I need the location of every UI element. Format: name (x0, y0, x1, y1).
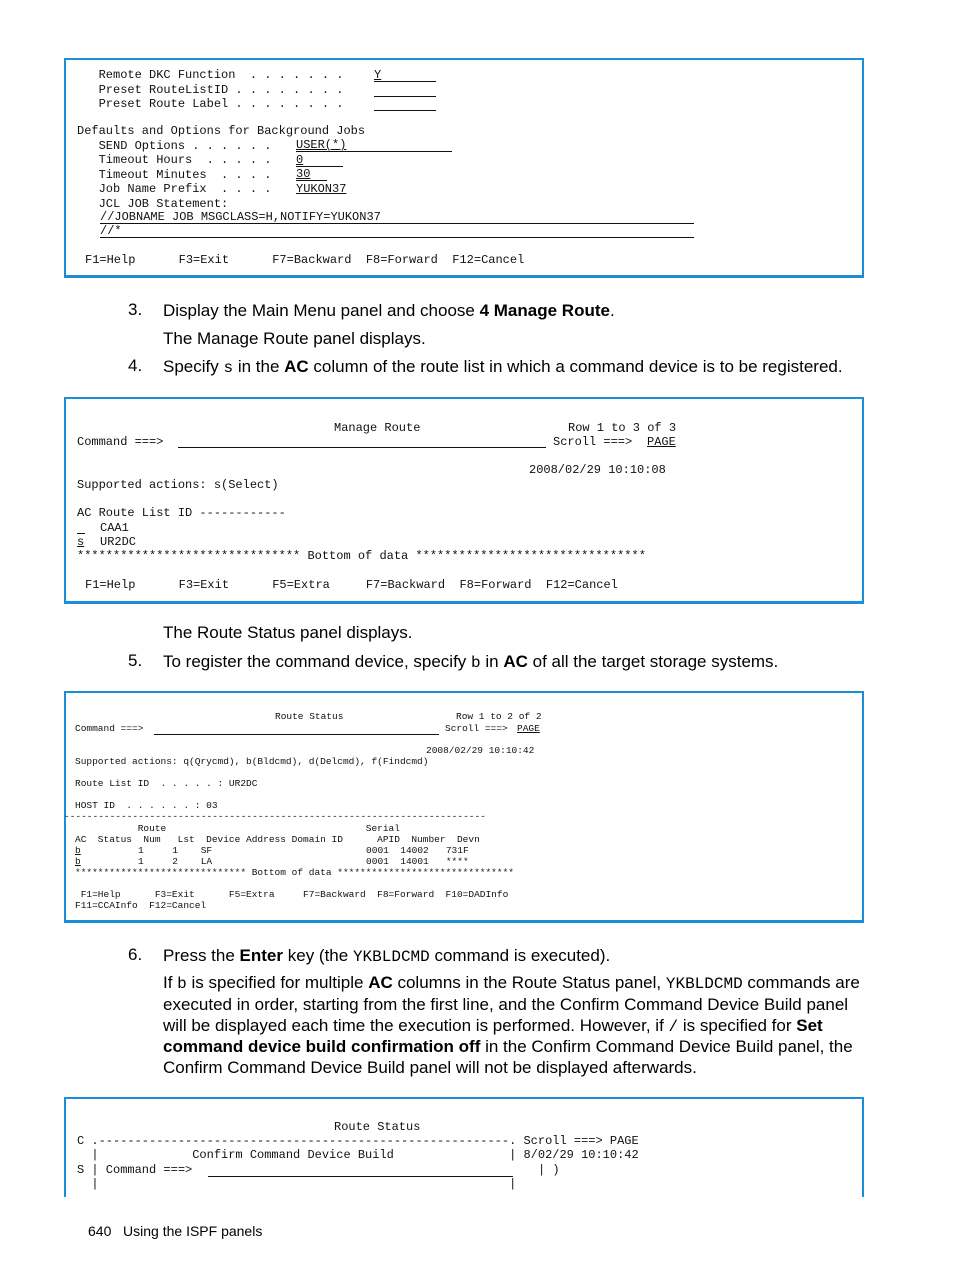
table-header-1: Route Serial (75, 823, 400, 834)
step4-text (163, 356, 843, 379)
scroll-field[interactable]: PAGE (517, 723, 540, 734)
bottom-of-data: ****************************** Bottom of data ******************************* (75, 867, 514, 878)
step5-bold: AC (503, 652, 528, 671)
step5-text-c: of all the target storage systems. (527, 652, 779, 671)
supported-actions: Supported actions: s(Select) (77, 478, 279, 492)
preset-routelistid-label: Preset RouteListID . . . . . . . . (77, 82, 344, 97)
step6-code: YKBLDCMD (352, 948, 430, 966)
panel1-function-keys[interactable]: F1=Help F3=Exit F7=Backward F8=Forward F12=Cancel (85, 253, 525, 267)
send-options-field[interactable]: USER(*) (296, 138, 347, 152)
p-text-b: is specified for multiple (186, 973, 369, 992)
panel3-function-keys-1[interactable]: F1=Help F3=Exit F5=Extra F7=Backward F8=Forward F10=DADInfo (75, 889, 509, 900)
step6-para-line4 (163, 1036, 853, 1057)
route-ur2dc: UR2DC (100, 535, 137, 549)
preset-routelistid-field[interactable] (374, 96, 436, 97)
confirm-build-panel (64, 1097, 864, 1197)
separator-dashes: -------------------------------------------------------------------------- (64, 811, 486, 822)
step5-code: b (471, 654, 481, 672)
command-label: Command ===> (77, 435, 164, 449)
timeout-minutes-label: Timeout Minutes . . . . (77, 167, 272, 182)
table-row: 1 2 LA 0001 14001 **** (81, 856, 469, 867)
remote-dkc-underline (374, 81, 436, 82)
step4-text-b: in the (233, 357, 285, 376)
p-code-1: b (177, 975, 187, 993)
panel3-function-keys-2[interactable]: F11=CCAInfo F12=Cancel (75, 900, 207, 911)
step6-para-line2: executed in order, starting from the first line, and the Confirm Command Device Build panel (163, 995, 849, 1014)
step3-text (163, 300, 615, 321)
command-input[interactable] (154, 734, 439, 735)
p-text-g: in the Confirm Command Device Build panel, the (480, 1037, 853, 1056)
jcl-line-1-field[interactable]: //JOBNAME JOB MSGCLASS=H,NOTIFY=YUKON37 (100, 210, 381, 224)
step6-bold: Enter (239, 946, 284, 965)
p-text-a: If (163, 973, 178, 992)
job-name-prefix-label: Job Name Prefix . . . . (77, 182, 272, 196)
table-header-2: AC Status Num Lst Device Address Domain ID APID Number Devn (75, 834, 480, 845)
command-input[interactable] (178, 447, 546, 448)
send-options-label: SEND Options . . . . . . (77, 138, 272, 153)
job-name-prefix-field[interactable]: YUKON37 (296, 182, 347, 196)
page-number: 640 (88, 1223, 112, 1239)
step3-number: 3. (128, 300, 143, 319)
p-bold-3: command device build confirmation off (163, 1037, 481, 1056)
remote-dkc-field[interactable]: Y (374, 68, 382, 82)
popup-command-label: S | Command ===> (77, 1163, 193, 1177)
ac-input-row-1[interactable]: b (75, 845, 81, 856)
step5-text-b: in (480, 652, 504, 671)
p-bold-2: Set (796, 1016, 823, 1035)
p-text-f: is specified for (678, 1016, 797, 1035)
scroll-label: Scroll ===> (553, 435, 633, 449)
step6-text (163, 945, 610, 968)
route-status-title: Route Status (275, 711, 344, 722)
row-counter: Row 1 to 2 of 2 (456, 711, 542, 722)
step4-number: 4. (128, 356, 143, 375)
supported-actions: Supported actions: q(Qrycmd), b(Bldcmd), d(Delcmd), f(Findcmd) (75, 756, 429, 767)
page-footer (88, 1223, 262, 1239)
command-label: Command ===> (75, 723, 144, 734)
jcl-options-panel (64, 58, 864, 278)
table-row: 1 1 SF 0001 14002 731F (81, 845, 469, 856)
jcl-line-1-underline (100, 223, 694, 224)
step6-text-a: Press the (163, 946, 240, 965)
step6-para-line5: Confirm Command Device Build panel will not be displayed afterwards. (163, 1058, 697, 1077)
p-code-3: / (668, 1018, 679, 1036)
jcl-line-2-field[interactable]: //* (100, 224, 122, 238)
p-text-e: will be displayed each time the execution is performed. However, if (163, 1016, 669, 1035)
route-caa1: CAA1 (100, 521, 129, 535)
step4-code: s (223, 359, 234, 377)
defaults-heading: Defaults and Options for Background Jobs (77, 124, 366, 138)
remote-dkc-label: Remote DKC Function . . . . . . . (77, 68, 344, 82)
route-list-id: Route List ID . . . . . : UR2DC (75, 778, 258, 789)
step3-text-b: . (609, 301, 615, 320)
timeout-minutes-underline (296, 180, 327, 181)
popup-top-border: C .---------------------------------------------------------. Scroll ===> PAGE (77, 1134, 639, 1148)
panel1-labels (77, 68, 343, 112)
step6-para-line1 (163, 972, 860, 995)
step4-text-a: Specify (163, 357, 224, 376)
timeout-hours-field[interactable]: 0 (296, 153, 304, 167)
route-status-title: Route Status (334, 1120, 421, 1134)
step6-number: 6. (128, 945, 143, 964)
step5-text (163, 651, 778, 674)
popup-title-line: | Confirm Command Device Build | 8/02/29 10:10:42 (77, 1148, 639, 1162)
datetime: 2008/02/29 10:10:42 (426, 745, 535, 756)
send-options-underline (296, 151, 452, 152)
jcl-job-statement-label: JCL JOB Statement: (77, 196, 229, 211)
route-status-displays: The Route Status panel displays. (163, 623, 413, 642)
datetime: 2008/02/29 10:10:08 (529, 463, 666, 477)
step3-bold: 4 Manage Route (479, 301, 610, 320)
preset-route-label-label: Preset Route Label . . . . . . . . (77, 97, 344, 111)
ac-input-row-2[interactable]: b (75, 856, 81, 867)
step5-text-a: To register the command device, specify (163, 652, 472, 671)
route-list-header: AC Route List ID ------------ (77, 506, 286, 520)
timeout-hours-label: Timeout Hours . . . . . (77, 153, 272, 167)
step6-text-c: command is executed). (429, 946, 611, 965)
p-text-c: columns in the Route Status panel, (392, 973, 666, 992)
popup-empty-line: | | (77, 1177, 517, 1191)
manage-route-panel (64, 397, 864, 604)
row-counter: Row 1 to 3 of 3 (568, 421, 677, 435)
scroll-field[interactable]: PAGE (647, 435, 676, 449)
step3-text-a: Display the Main Menu panel and choose (163, 301, 480, 320)
ac-input-row-2[interactable]: s (77, 535, 85, 549)
panel2-function-keys[interactable]: F1=Help F3=Exit F5=Extra F7=Backward F8=Forward F12=Cancel (85, 578, 618, 592)
route-status-panel (64, 691, 864, 923)
ac-input-row-1[interactable] (77, 533, 85, 534)
bottom-of-data: ******************************* Bottom of data ******************************** (77, 549, 646, 563)
section-title: Using the ISPF panels (123, 1223, 263, 1239)
step5-number: 5. (128, 651, 143, 670)
p-code-2: YKBLDCMD (665, 975, 743, 993)
step4-bold: AC (284, 357, 309, 376)
popup-right-border: | ) (538, 1163, 560, 1177)
preset-route-label-field[interactable] (374, 110, 436, 111)
p-text-d: commands are (742, 973, 860, 992)
timeout-minutes-field[interactable]: 30 (296, 167, 311, 181)
step6-para-line3 (163, 1015, 823, 1038)
step3-subtext: The Manage Route panel displays. (163, 329, 426, 348)
step4-text-c: column of the route list in which a command device is to be registered. (308, 357, 843, 376)
scroll-label: Scroll ===> (445, 723, 508, 734)
manage-route-title: Manage Route (334, 421, 421, 435)
jcl-line-2-underline (100, 237, 694, 238)
step6-text-b: key (the (283, 946, 353, 965)
host-id: HOST ID . . . . . . : 03 (75, 800, 218, 811)
p-bold-1: AC (368, 973, 393, 992)
